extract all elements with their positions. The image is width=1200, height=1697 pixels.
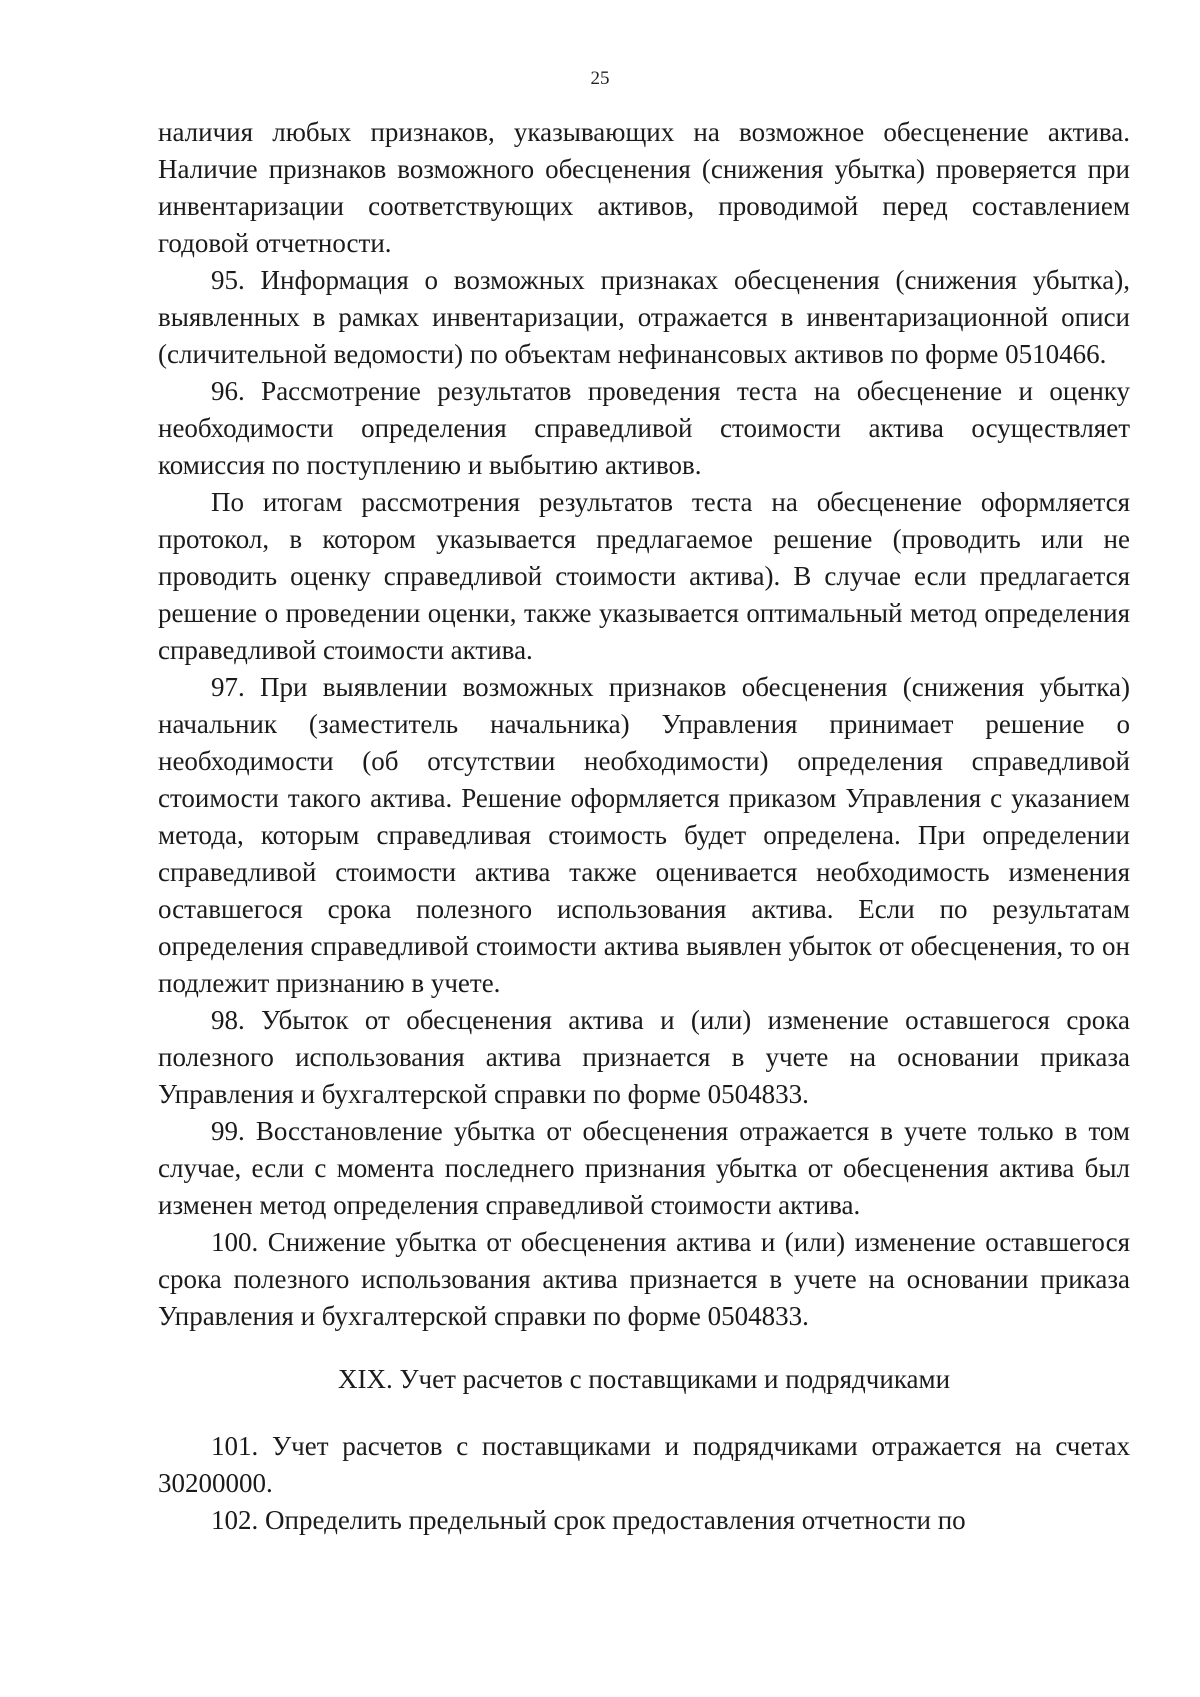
paragraph-96: 96. Рассмотрение результатов проведения теста на обесценение и оценку необходимости определения справедливой стоимости актива осуществляет комиссия по поступлению и выбытию активов.: [158, 376, 1130, 480]
paragraph-99: 99. Восстановление убытка от обесценения отражается в учете только в том случае, если с момента последнего признания убытка от обесценения актива был изменен метод определения справедливой стоимости актива.: [158, 1116, 1130, 1220]
page-number: 25: [590, 68, 610, 89]
section-heading: XIX. Учет расчетов с поставщиками и подрядчиками: [337, 1364, 951, 1394]
paragraph-continuation: наличия любых признаков, указывающих на возможное обесценение актива. Наличие признаков возможного обесценения (снижения убытка) проверяется при инвентаризации соответствующих активов, проводимой перед составлением годовой отчетности.: [158, 117, 1130, 258]
paragraph-102: 102. Определить предельный срок предоставления отчетности по: [211, 1505, 966, 1535]
paragraph-96-protocol: По итогам рассмотрения результатов теста на обесценение оформляется протокол, в котором указывается предлагаемое решение (проводить или не проводить оценку справедливой стоимости актива). В случае если предлагается решение о проведении оценки, также указывается оптимальный метод определения справедливой стоимости актива.: [158, 487, 1130, 665]
paragraph-101: 101. Учет расчетов с поставщиками и подрядчиками отражается на счетах 30200000.: [158, 1431, 1130, 1498]
paragraph-95: 95. Информация о возможных признаках обесценения (снижения убытка), выявленных в рамках инвентаризации, отражается в инвентаризационной описи (сличительной ведомости) по объектам нефинансовых активов по форме 0510466.: [158, 265, 1130, 369]
paragraph-100: 100. Снижение убытка от обесценения актива и (или) изменение оставшегося срока полезного использования актива признается в учете на основании приказа Управления и бухгалтерской справки по форме 0504833.: [158, 1227, 1130, 1331]
document-body: [158, 114, 1130, 1539]
paragraph-97: 97. При выявлении возможных признаков обесценения (снижения убытка) начальник (заместитель начальника) Управления принимает решение о необходимости (об отсутствии необходимости) определения справедливой стоимости такого актива. Решение оформляется приказом Управления с указанием метода, которым справедливая стоимость будет определена. При определении справедливой стоимости актива также оценивается необходимость изменения оставшегося срока полезного использования актива. Если по результатам определения справедливой стоимости актива выявлен убыток от обесценения, то он подлежит признанию в учете.: [158, 672, 1130, 998]
paragraph-98: 98. Убыток от обесценения актива и (или) изменение оставшегося срока полезного использования актива признается в учете на основании приказа Управления и бухгалтерской справки по форме 0504833.: [158, 1005, 1130, 1109]
